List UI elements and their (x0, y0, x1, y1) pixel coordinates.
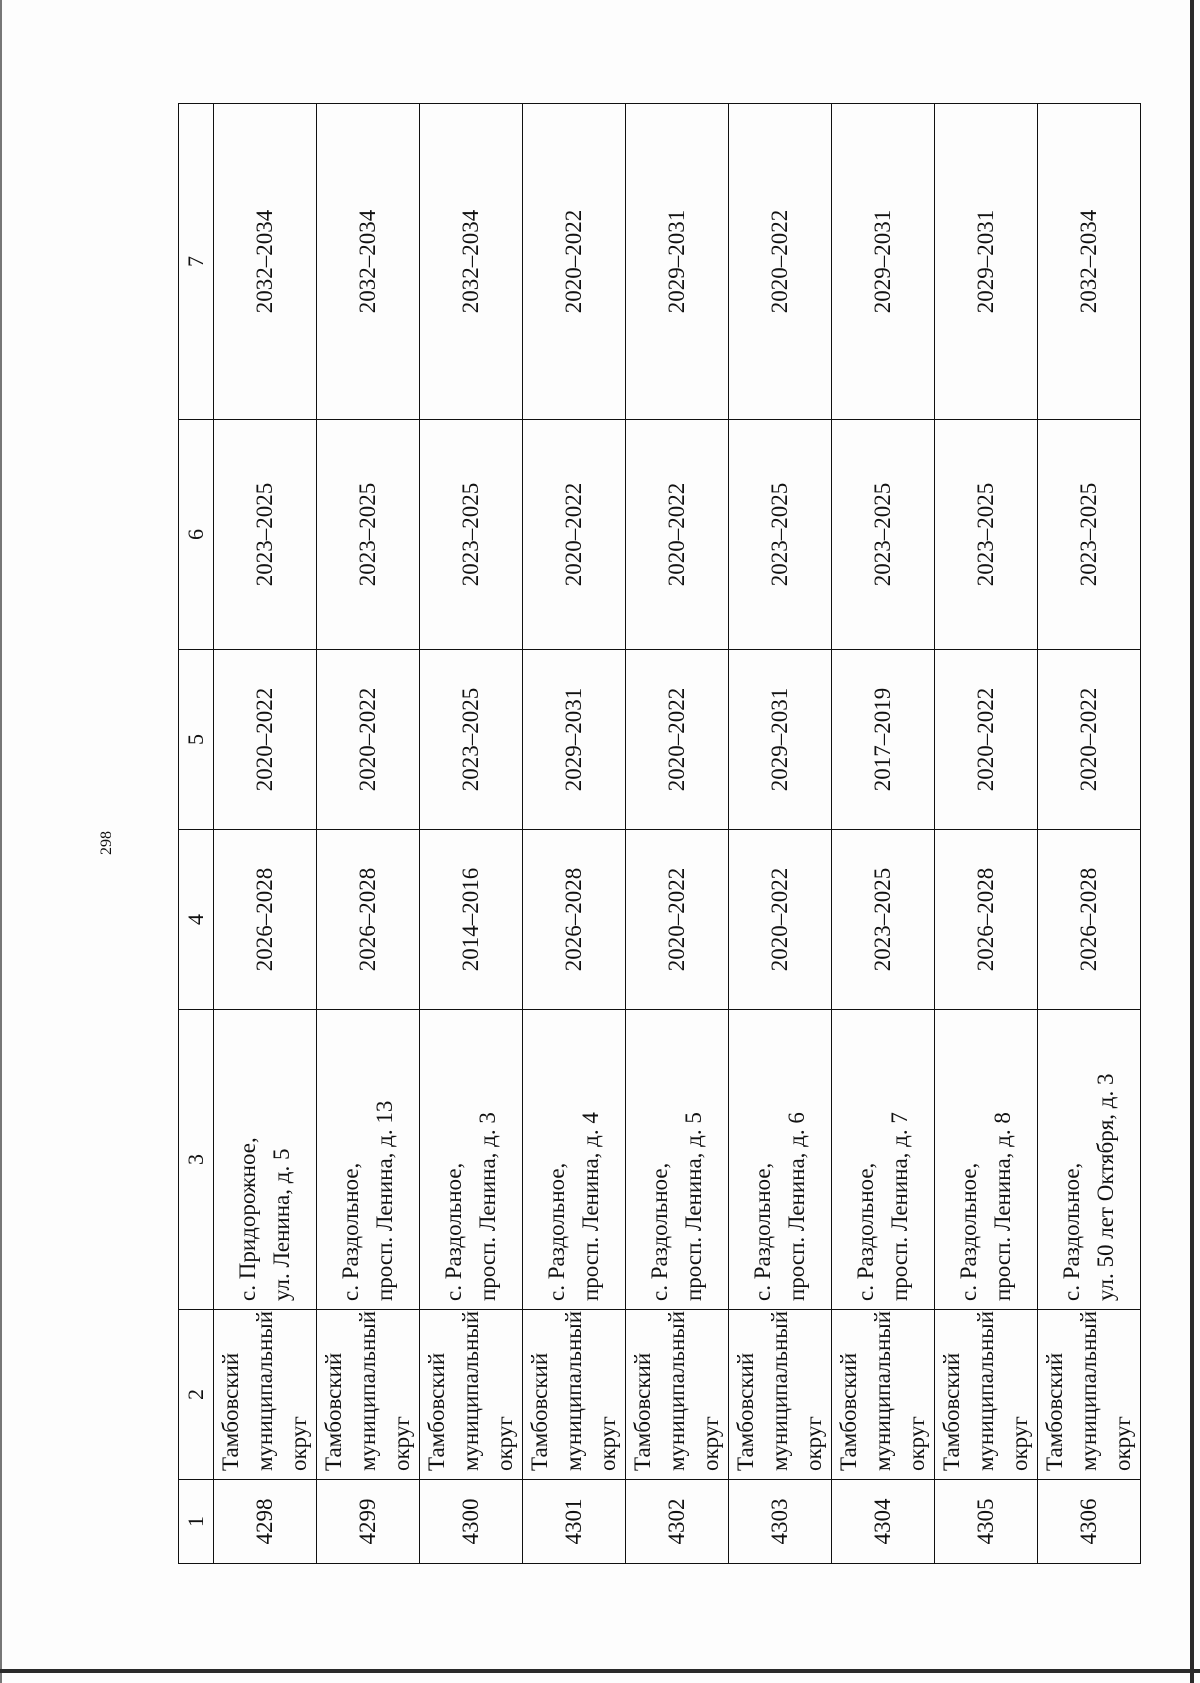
table-row (626, 104, 729, 1564)
district-line: округ (698, 1416, 723, 1471)
district-line: Тамбовский (527, 1352, 552, 1471)
period-cell-col6: 2023–2025 (1038, 420, 1141, 650)
header-cell: 6 (179, 420, 214, 650)
schedule-table (178, 103, 1141, 1564)
district-line: муниципальный (561, 1310, 586, 1471)
address-line: просп. Ленина, д. 4 (578, 1112, 603, 1301)
table-body (214, 104, 1141, 1564)
period-cell-col4: 2020–2022 (626, 830, 729, 1010)
address-line: с. Раздольное, (441, 1162, 466, 1301)
table-row (729, 104, 832, 1564)
address-line: просп. Ленина, д. 8 (990, 1112, 1015, 1301)
district-line: муниципальный (252, 1310, 277, 1471)
row-number-cell: 4304 (832, 1480, 935, 1564)
district-line: Тамбовский (218, 1352, 243, 1471)
period-cell-col6: 2020–2022 (523, 420, 626, 650)
district-line: округ (1110, 1416, 1135, 1471)
period-cell-col5: 2023–2025 (420, 650, 523, 830)
row-number-cell: 4305 (935, 1480, 1038, 1564)
district-line: муниципальный (355, 1310, 380, 1471)
period-cell-col6: 2023–2025 (935, 420, 1038, 650)
period-cell-col4: 2023–2025 (832, 830, 935, 1010)
district-cell (729, 1310, 832, 1480)
address-line: просп. Ленина, д. 13 (372, 1100, 397, 1301)
address-cell (317, 1010, 420, 1310)
period-cell-col6: 2020–2022 (626, 420, 729, 650)
header-cell: 4 (179, 830, 214, 1010)
district-line: Тамбовский (1042, 1352, 1067, 1471)
period-cell-col5: 2029–2031 (523, 650, 626, 830)
header-row (179, 104, 214, 1564)
table-row (832, 104, 935, 1564)
period-cell-col6: 2023–2025 (317, 420, 420, 650)
address-cell (214, 1010, 317, 1310)
period-cell-col6: 2023–2025 (214, 420, 317, 650)
district-line: округ (1007, 1416, 1032, 1471)
period-cell-col6: 2023–2025 (729, 420, 832, 650)
district-cell (420, 1310, 523, 1480)
district-line: округ (492, 1416, 517, 1471)
period-cell-col7: 2029–2031 (626, 104, 729, 420)
header-cell: 2 (179, 1310, 214, 1480)
district-cell (1038, 1310, 1141, 1480)
table-row (420, 104, 523, 1564)
district-line: муниципальный (973, 1310, 998, 1471)
period-cell-col4: 2026–2028 (935, 830, 1038, 1010)
period-cell-col7: 2032–2034 (420, 104, 523, 420)
address-cell (729, 1010, 832, 1310)
table-row (1038, 104, 1141, 1564)
table-row (935, 104, 1038, 1564)
table-row (317, 104, 420, 1564)
district-cell (935, 1310, 1038, 1480)
row-number-cell: 4303 (729, 1480, 832, 1564)
district-cell (317, 1310, 420, 1480)
period-cell-col5: 2020–2022 (214, 650, 317, 830)
header-cell: 7 (179, 104, 214, 420)
scan-edge-right (1190, 0, 1194, 1683)
district-line: Тамбовский (939, 1352, 964, 1471)
district-line: Тамбовский (321, 1352, 346, 1471)
period-cell-col7: 2020–2022 (729, 104, 832, 420)
period-cell-col7: 2032–2034 (1038, 104, 1141, 420)
district-line: муниципальный (870, 1310, 895, 1471)
district-line: муниципальный (458, 1310, 483, 1471)
address-line: с. Раздольное, (647, 1162, 672, 1301)
page-number: 298 (98, 831, 115, 855)
district-line: округ (904, 1416, 929, 1471)
table-row (523, 104, 626, 1564)
address-line: с. Раздольное, (338, 1162, 363, 1301)
period-cell-col4: 2026–2028 (317, 830, 420, 1010)
row-number-cell: 4301 (523, 1480, 626, 1564)
period-cell-col5: 2029–2031 (729, 650, 832, 830)
district-cell (214, 1310, 317, 1480)
district-line: муниципальный (1076, 1310, 1101, 1471)
period-cell-col7: 2029–2031 (935, 104, 1038, 420)
district-line: Тамбовский (630, 1352, 655, 1471)
district-line: округ (595, 1416, 620, 1471)
address-line: ул. 50 лет Октября, д. 3 (1093, 1073, 1118, 1301)
period-cell-col4: 2026–2028 (214, 830, 317, 1010)
row-number-cell: 4302 (626, 1480, 729, 1564)
period-cell-col4: 2014–2016 (420, 830, 523, 1010)
district-line: Тамбовский (836, 1352, 861, 1471)
period-cell-col7: 2029–2031 (832, 104, 935, 420)
table-row (214, 104, 317, 1564)
period-cell-col7: 2032–2034 (317, 104, 420, 420)
row-number-cell: 4299 (317, 1480, 420, 1564)
address-cell (832, 1010, 935, 1310)
period-cell-col5: 2020–2022 (1038, 650, 1141, 830)
scan-edge-left (0, 0, 2, 1683)
period-cell-col5: 2020–2022 (317, 650, 420, 830)
address-cell (1038, 1010, 1141, 1310)
district-line: Тамбовский (733, 1352, 758, 1471)
address-line: с. Раздольное, (853, 1162, 878, 1301)
district-cell (626, 1310, 729, 1480)
scan-edge-bottom (0, 1669, 1200, 1673)
address-line: с. Придорожное, (235, 1137, 260, 1301)
address-cell (523, 1010, 626, 1310)
period-cell-col4: 2020–2022 (729, 830, 832, 1010)
district-line: муниципальный (664, 1310, 689, 1471)
address-line: просп. Ленина, д. 7 (887, 1112, 912, 1301)
address-line: просп. Ленина, д. 6 (784, 1112, 809, 1301)
district-line: Тамбовский (424, 1352, 449, 1471)
period-cell-col7: 2020–2022 (523, 104, 626, 420)
district-line: округ (801, 1416, 826, 1471)
period-cell-col6: 2023–2025 (420, 420, 523, 650)
row-number-cell: 4300 (420, 1480, 523, 1564)
address-line: с. Раздольное, (544, 1162, 569, 1301)
address-cell (935, 1010, 1038, 1310)
period-cell-col6: 2023–2025 (832, 420, 935, 650)
row-number-cell: 4306 (1038, 1480, 1141, 1564)
period-cell-col4: 2026–2028 (523, 830, 626, 1010)
period-cell-col5: 2020–2022 (935, 650, 1038, 830)
district-cell (832, 1310, 935, 1480)
address-line: с. Раздольное, (750, 1162, 775, 1301)
period-cell-col5: 2020–2022 (626, 650, 729, 830)
district-line: округ (286, 1416, 311, 1471)
address-cell (626, 1010, 729, 1310)
address-line: просп. Ленина, д. 3 (475, 1112, 500, 1301)
address-line: с. Раздольное, (1059, 1162, 1084, 1301)
period-cell-col4: 2026–2028 (1038, 830, 1141, 1010)
district-cell (523, 1310, 626, 1480)
header-cell: 5 (179, 650, 214, 830)
address-line: ул. Ленина, д. 5 (269, 1148, 294, 1301)
address-line: с. Раздольное, (956, 1162, 981, 1301)
row-number-cell: 4298 (214, 1480, 317, 1564)
header-cell: 1 (179, 1480, 214, 1564)
address-line: просп. Ленина, д. 5 (681, 1112, 706, 1301)
rotated-table-container (178, 104, 1135, 1564)
district-line: округ (389, 1416, 414, 1471)
period-cell-col5: 2017–2019 (832, 650, 935, 830)
address-cell (420, 1010, 523, 1310)
district-line: муниципальный (767, 1310, 792, 1471)
period-cell-col7: 2032–2034 (214, 104, 317, 420)
header-cell: 3 (179, 1010, 214, 1310)
